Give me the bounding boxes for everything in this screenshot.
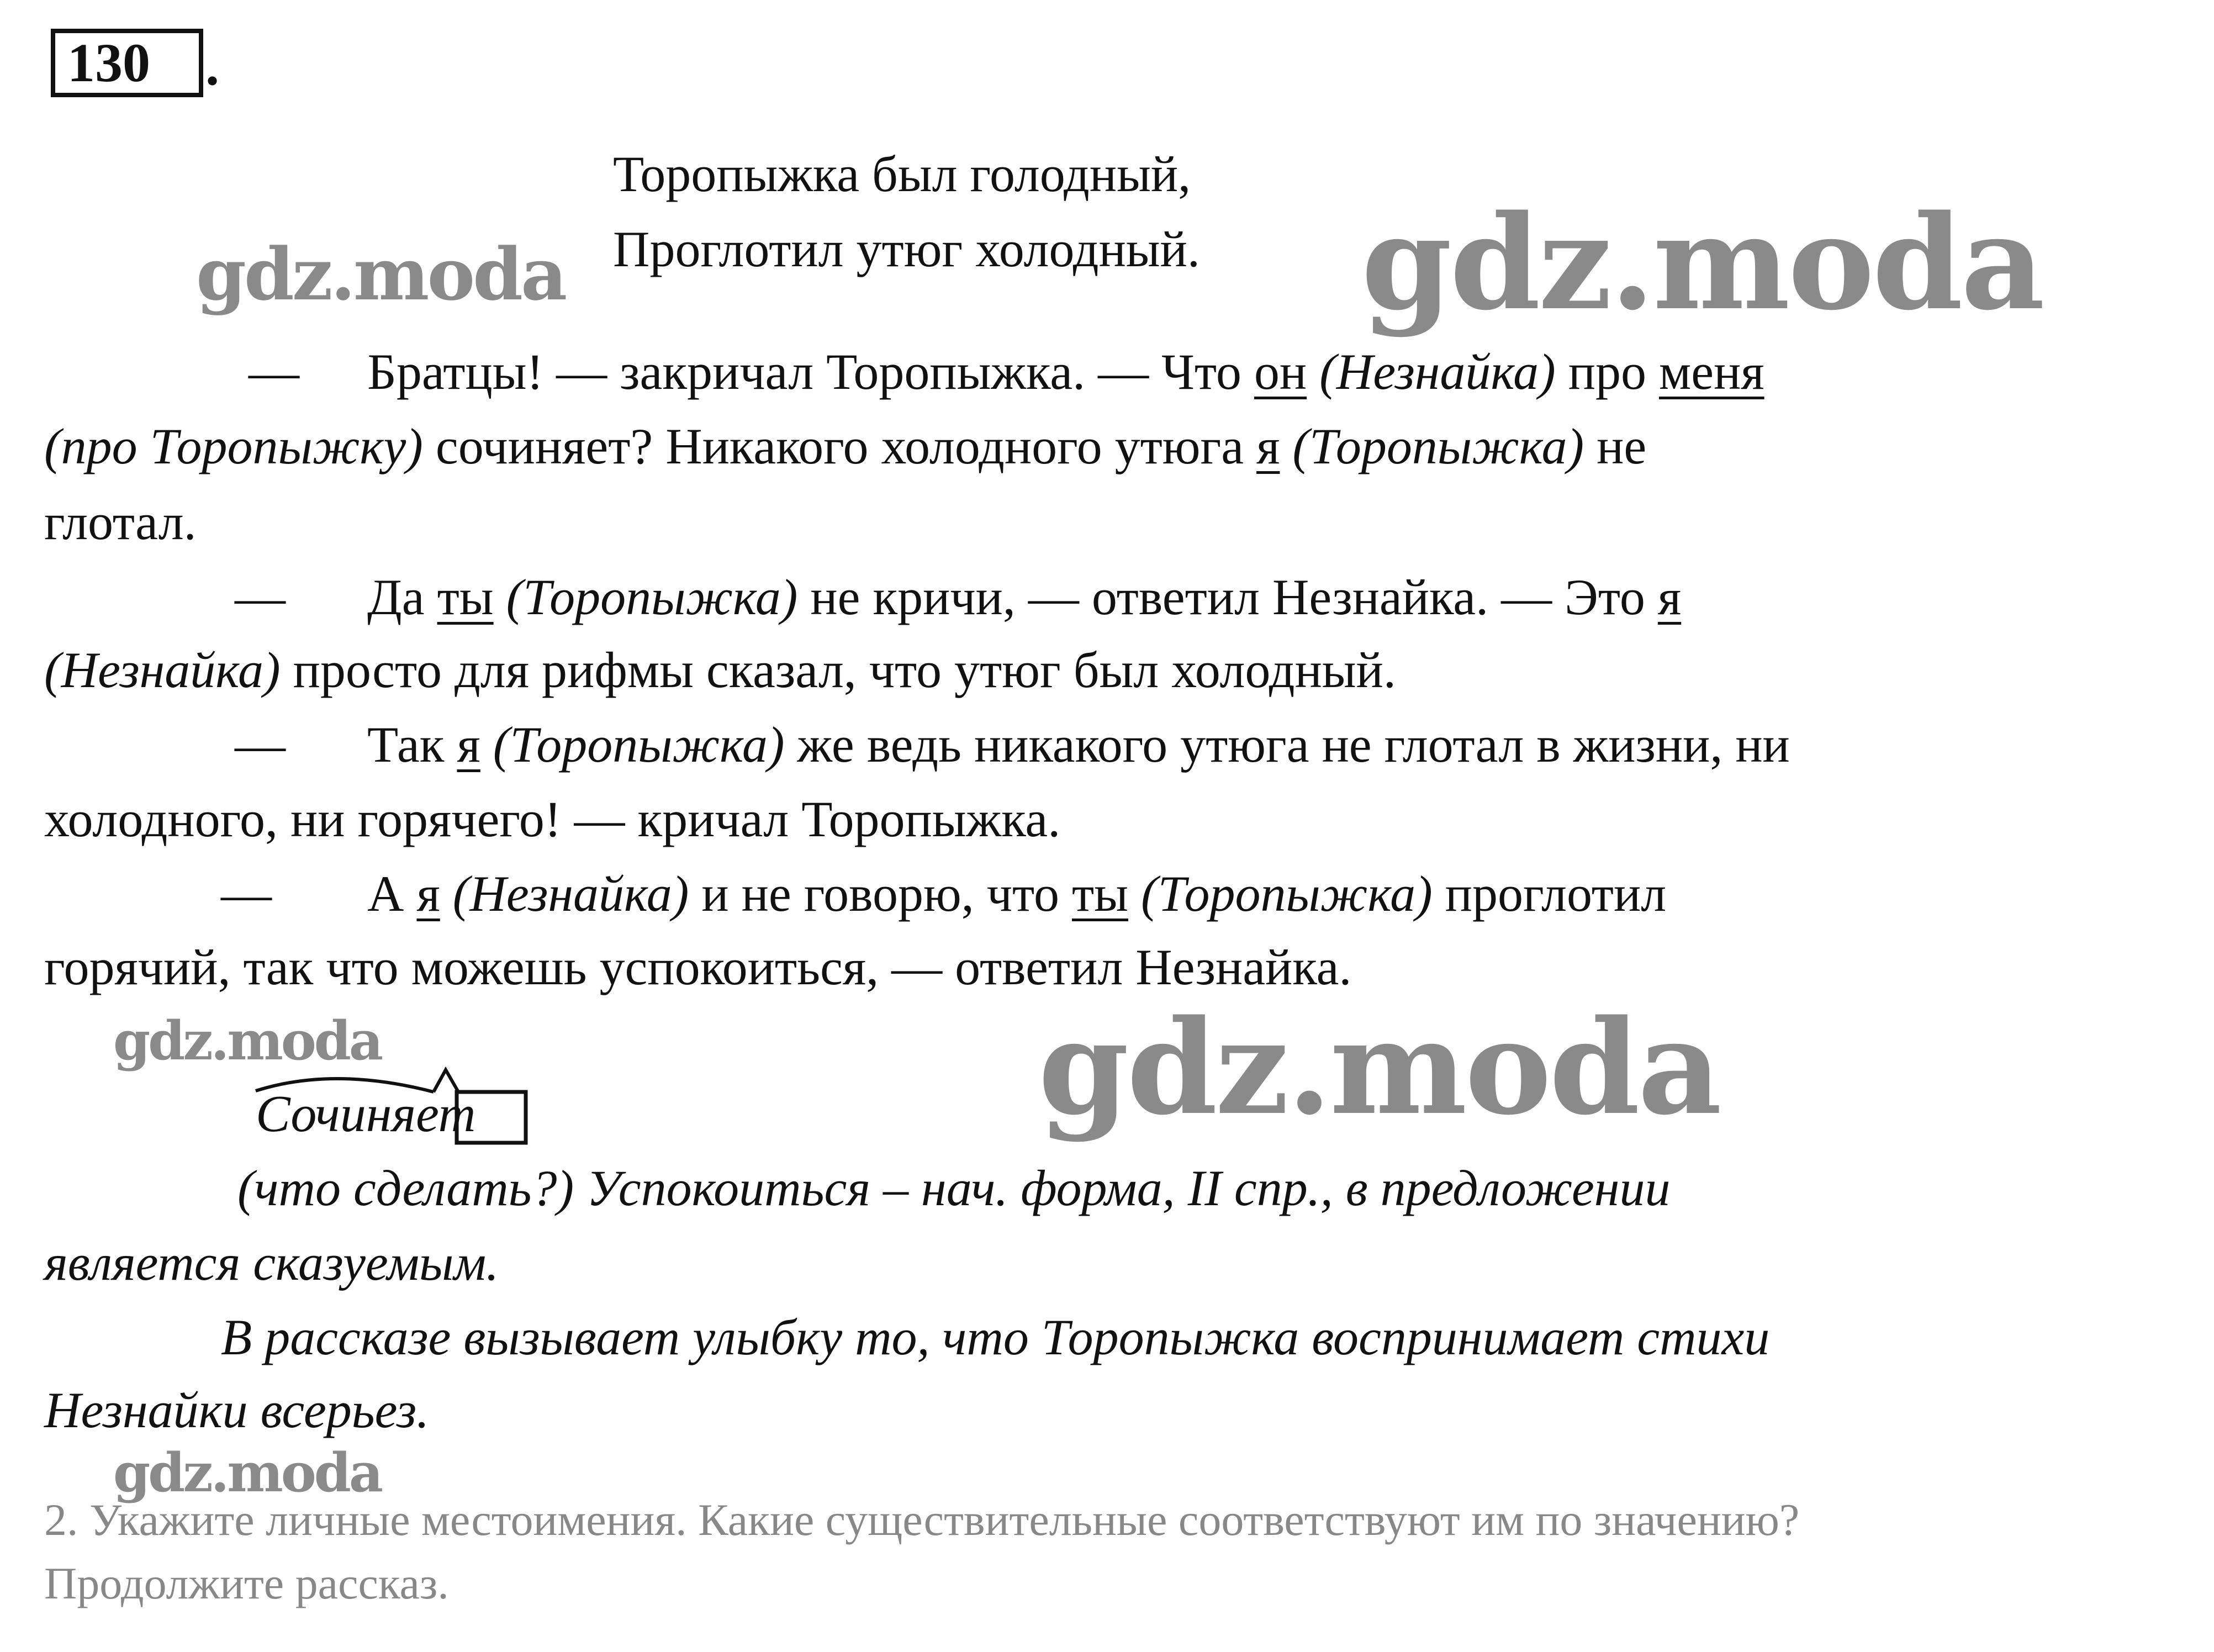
poem-line-1: Торопыжка был голодный, xyxy=(613,146,1191,202)
watermark: gdz.moda xyxy=(196,232,566,316)
watermark: gdz.moda xyxy=(113,1010,382,1072)
exercise-number-value: 130 xyxy=(67,32,150,93)
dialogue-line: А я (Незнайка) и не говорю, что ты (Торопыжка) проглотил xyxy=(367,865,1667,922)
task-line: Продолжите рассказ. xyxy=(44,1558,449,1608)
poem-line-2: Проглотил утюг холодный. xyxy=(613,221,1200,277)
pronoun: я xyxy=(1657,569,1682,625)
dialogue-line xyxy=(235,715,286,774)
watermark: gdz.moda xyxy=(1361,187,2043,339)
dash: — xyxy=(221,865,272,922)
dialogue-line: (Незнайка) просто для рифмы сказал, что утюг был холодный. xyxy=(44,642,1396,698)
pronoun: ты xyxy=(437,569,494,625)
analysis-line: В рассказе вызывает улыбку то, что Торопыжка воспринимает стихи xyxy=(221,1309,1770,1365)
pronoun: я xyxy=(416,865,440,922)
analysis-line: является сказуемым. xyxy=(44,1234,499,1291)
watermark: gdz.moda xyxy=(1038,991,1720,1144)
dialogue-line: Да ты (Торопыжка) не кричи, — ответил Незнайка. — Это я xyxy=(367,569,1682,625)
morphological-parse xyxy=(251,1063,533,1152)
dialogue-line xyxy=(249,342,299,401)
exercise-number-dot: . xyxy=(205,35,219,97)
dialogue-line: холодного, ни горячего! — кричал Торопыжка. xyxy=(44,791,1061,847)
task-line: 2. Укажите личные местоимения. Какие существительные соответствуют им по значению? xyxy=(44,1495,1800,1545)
watermark: gdz.moda xyxy=(113,1442,382,1504)
pronoun: меня xyxy=(1659,344,1764,400)
dialogue-line xyxy=(235,568,286,626)
dialogue-line: (про Торопыжку) сочиняет? Никакого холодного утюга я (Торопыжка) не xyxy=(44,418,1647,474)
pronoun: ты xyxy=(1071,865,1128,922)
pronoun: он xyxy=(1254,344,1307,400)
dialogue-line: глотал. xyxy=(44,494,197,550)
exercise-number xyxy=(51,29,203,97)
dialogue-line: горячий, так что можешь успокоиться, — ответил Незнайка. xyxy=(44,939,1352,995)
pronoun: я xyxy=(1256,418,1280,474)
dialogue-line: Так я (Торопыжка) же ведь никакого утюга не глотал в жизни, ни xyxy=(367,716,1790,773)
morph-word: Сочиняет xyxy=(256,1085,476,1143)
dialogue-line xyxy=(221,864,272,923)
dash: — xyxy=(235,569,286,625)
dialogue-line: Братцы! — закричал Торопыжка. — Что он (Незнайка) про меня xyxy=(367,344,1764,400)
analysis-line: Незнайки всерьез. xyxy=(44,1382,430,1438)
pronoun: я xyxy=(457,716,480,773)
dash: — xyxy=(235,716,286,773)
analysis-line: (что сделать?) Успокоиться – нач. форма, II спр., в предложении xyxy=(237,1160,1671,1216)
dash: — xyxy=(249,344,299,400)
